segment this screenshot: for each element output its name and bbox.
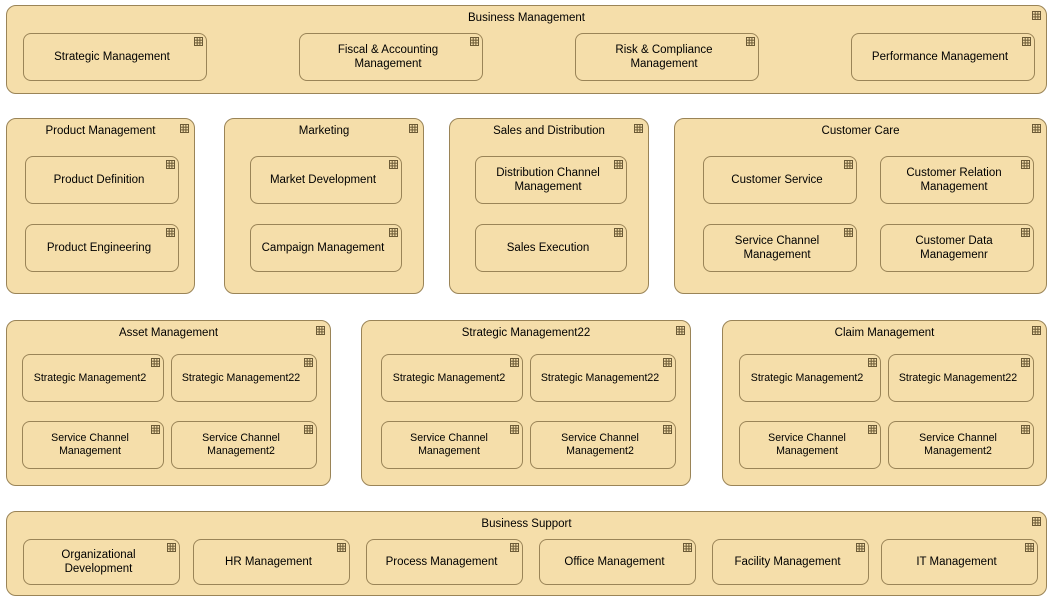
function-label: Strategic Management22	[181, 371, 301, 384]
function-label: Strategic Management2	[392, 371, 506, 384]
function-product-engineering[interactable]	[25, 224, 179, 272]
business-function-icon	[844, 228, 853, 237]
function-label: Service Channel Management2	[202, 432, 280, 457]
business-function-icon	[389, 160, 398, 169]
function-label: Strategic Management2	[33, 371, 147, 384]
function-fiscal-accounting-management[interactable]	[299, 33, 483, 81]
group-business-management[interactable]	[6, 5, 1047, 94]
business-function-icon	[1021, 358, 1030, 367]
group-title: Marketing	[298, 125, 350, 137]
function-risk-compliance-management[interactable]	[575, 33, 759, 81]
function-label: Customer Service	[731, 174, 823, 186]
function-label: Fiscal & Accounting Management	[337, 44, 439, 70]
business-function-icon	[614, 160, 623, 169]
function-label: Product Engineering	[46, 242, 152, 254]
group-strategic-management22[interactable]	[361, 320, 691, 486]
function-strategic-management[interactable]	[23, 33, 207, 81]
group-asset-management[interactable]	[6, 320, 331, 486]
group-sales-and-distribution[interactable]	[449, 118, 649, 294]
group-marketing[interactable]	[224, 118, 424, 294]
business-function-icon	[856, 543, 865, 552]
function-label: Service Channel Management	[51, 432, 129, 457]
function-label: IT Management	[916, 556, 997, 568]
function-label: Service Channel Management	[734, 235, 820, 261]
group-claim-management[interactable]	[722, 320, 1047, 486]
business-function-icon	[1021, 160, 1030, 169]
business-function-icon	[746, 37, 755, 46]
group-business-support[interactable]	[6, 511, 1047, 596]
business-function-icon	[1021, 228, 1030, 237]
function-strategic-management2[interactable]	[381, 354, 523, 402]
function-label: Strategic Management	[54, 51, 170, 63]
function-label: Distribution Channel Management	[496, 167, 600, 193]
function-label: Service Channel Management2	[561, 432, 639, 457]
business-function-icon	[868, 425, 877, 434]
business-function-icon	[151, 358, 160, 367]
business-function-icon	[868, 358, 877, 367]
business-function-icon	[151, 425, 160, 434]
group-product-management[interactable]	[6, 118, 195, 294]
function-hr-management[interactable]	[193, 539, 350, 585]
function-campaign-management[interactable]	[250, 224, 402, 272]
business-function-icon	[389, 228, 398, 237]
business-function-icon	[510, 358, 519, 367]
function-service-channel-management[interactable]	[703, 224, 857, 272]
function-label: HR Management	[225, 556, 312, 568]
business-function-icon	[844, 160, 853, 169]
function-label: Campaign Management	[261, 242, 385, 254]
function-label: Service Channel Management2	[919, 432, 997, 457]
group-title: Sales and Distribution	[493, 125, 605, 137]
function-label: Process Management	[385, 556, 498, 568]
business-function-icon	[194, 37, 203, 46]
function-label: Office Management	[564, 556, 665, 568]
function-label: Strategic Management22	[540, 371, 660, 384]
function-service-channel-management2[interactable]	[530, 421, 676, 469]
function-facility-management[interactable]	[712, 539, 869, 585]
function-service-channel-management2[interactable]	[171, 421, 317, 469]
function-service-channel-management[interactable]	[381, 421, 523, 469]
function-label: Customer Relation Management	[906, 167, 1002, 193]
business-function-icon	[167, 543, 176, 552]
group-title: Customer Care	[821, 125, 900, 137]
group-title: Product Management	[45, 125, 156, 137]
function-label: Sales Execution	[506, 242, 590, 254]
function-organizational-development[interactable]	[23, 539, 180, 585]
group-title: Business Support	[481, 518, 572, 530]
business-function-icon	[510, 543, 519, 552]
function-service-channel-management2[interactable]	[888, 421, 1034, 469]
business-function-icon	[337, 543, 346, 552]
function-label: Organizational Development	[61, 549, 136, 575]
function-label: Product Definition	[53, 174, 145, 186]
function-distribution-channel-management[interactable]	[475, 156, 627, 204]
function-service-channel-management[interactable]	[22, 421, 164, 469]
function-strategic-management22[interactable]	[888, 354, 1034, 402]
function-strategic-management22[interactable]	[530, 354, 676, 402]
function-strategic-management2[interactable]	[739, 354, 881, 402]
function-office-management[interactable]	[539, 539, 696, 585]
function-market-development[interactable]	[250, 156, 402, 204]
function-it-management[interactable]	[881, 539, 1038, 585]
function-customer-service[interactable]	[703, 156, 857, 204]
business-function-icon	[1022, 37, 1031, 46]
function-label: Service Channel Management	[768, 432, 846, 457]
business-function-icon	[166, 160, 175, 169]
function-performance-management[interactable]	[851, 33, 1035, 81]
function-process-management[interactable]	[366, 539, 523, 585]
function-label: Performance Management	[871, 51, 1009, 63]
business-function-icon	[510, 425, 519, 434]
business-function-icon	[304, 358, 313, 367]
function-strategic-management22[interactable]	[171, 354, 317, 402]
function-label: Facility Management	[734, 556, 841, 568]
business-function-icon	[470, 37, 479, 46]
function-product-definition[interactable]	[25, 156, 179, 204]
function-label: Market Development	[269, 174, 377, 186]
group-title: Strategic Management22	[461, 327, 591, 339]
business-function-icon	[683, 543, 692, 552]
function-label: Customer Data Managemenr	[915, 235, 993, 261]
group-title: Business Management	[468, 12, 585, 24]
function-service-channel-management[interactable]	[739, 421, 881, 469]
function-strategic-management2[interactable]	[22, 354, 164, 402]
business-function-icon	[663, 358, 672, 367]
business-function-icon	[1025, 543, 1034, 552]
business-function-icon	[1021, 425, 1030, 434]
group-customer-care[interactable]	[674, 118, 1047, 294]
function-label: Risk & Compliance Management	[615, 44, 713, 70]
business-function-icon	[166, 228, 175, 237]
group-title: Claim Management	[834, 327, 935, 339]
function-label: Strategic Management2	[750, 371, 864, 384]
function-sales-execution[interactable]	[475, 224, 627, 272]
function-label: Service Channel Management	[410, 432, 488, 457]
group-title: Asset Management	[118, 327, 219, 339]
business-function-icon	[614, 228, 623, 237]
function-customer-relation-management[interactable]	[880, 156, 1034, 204]
business-function-icon	[304, 425, 313, 434]
business-function-icon	[663, 425, 672, 434]
function-label: Strategic Management22	[898, 371, 1018, 384]
function-customer-data-management[interactable]	[880, 224, 1034, 272]
